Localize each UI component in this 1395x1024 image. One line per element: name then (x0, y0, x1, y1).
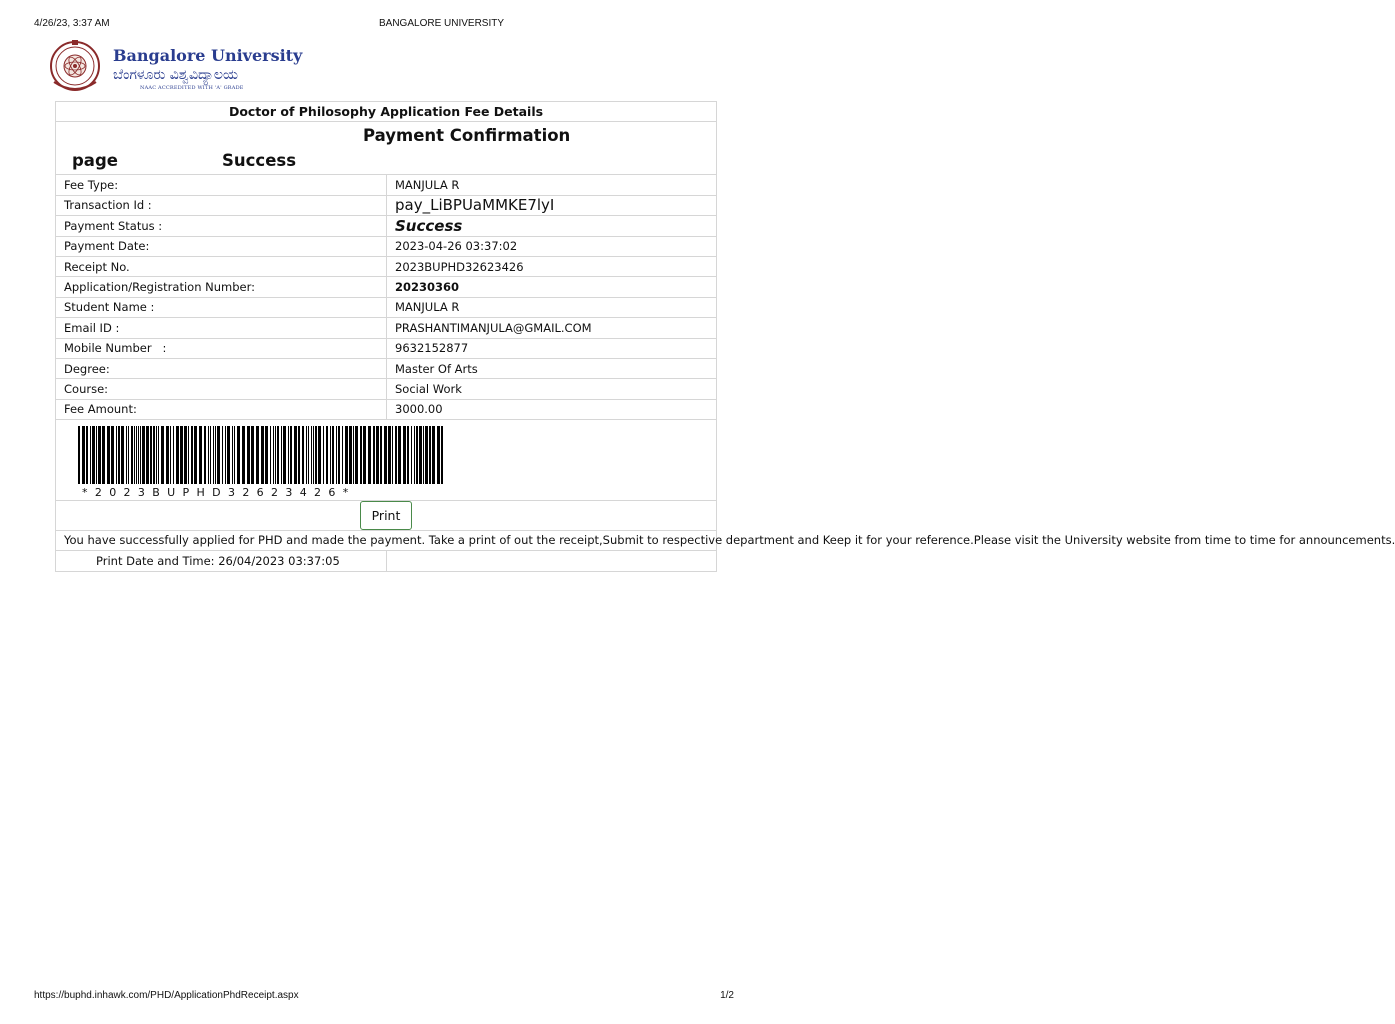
barcode-bar (82, 426, 85, 484)
barcode-bar (158, 426, 159, 484)
barcode-bar (294, 426, 297, 484)
table-row (56, 379, 717, 399)
barcode-bar (153, 426, 155, 484)
page-number: 1/2 (720, 990, 734, 1001)
print-footer (34, 990, 734, 1004)
receipt-heading: Doctor of Philosophy Application Fee Details (56, 102, 717, 122)
barcode-bar (298, 426, 300, 484)
registration-number-label: Application/Registration Number: (56, 277, 387, 297)
barcode-bar (180, 426, 183, 484)
university-name: Bangalore University (113, 46, 303, 65)
barcode-bar (355, 426, 358, 484)
barcode-bar (142, 426, 145, 484)
barcode-bar (107, 426, 110, 484)
barcode-bar (336, 426, 337, 484)
table-row (56, 297, 717, 317)
barcode-bar (349, 426, 352, 484)
barcode-bar (363, 426, 366, 484)
barcode-bar (128, 426, 129, 484)
barcode-bar (283, 426, 286, 484)
fee-amount-label: Fee Amount: (56, 399, 387, 419)
barcode-bar (118, 426, 120, 484)
fee-amount-value: 3000.00 (387, 399, 717, 419)
barcode-bar (306, 426, 307, 484)
barcode-bar (191, 426, 193, 484)
table-row (56, 358, 717, 378)
barcode-bar (403, 426, 406, 484)
table-row (56, 256, 717, 276)
barcode-bar (423, 426, 424, 484)
barcode-bar (432, 426, 435, 484)
barcode-bar (407, 426, 409, 484)
barcode-bar (437, 426, 440, 484)
transaction-id-label: Transaction Id : (56, 195, 387, 215)
barcode-bar (210, 426, 211, 484)
page-url: https://buphd.inhawk.com/PHD/ApplicationPhdReceipt.aspx (34, 990, 299, 1001)
barcode-bar (134, 426, 135, 484)
barcode-bar (395, 426, 397, 484)
payment-status-value: Success (387, 216, 717, 236)
degree-label: Degree: (56, 358, 387, 378)
barcode-bar (425, 426, 428, 484)
course-value: Social Work (387, 379, 717, 399)
barcode-bar (146, 426, 149, 484)
barcode-bar (140, 426, 141, 484)
barcode-bar (184, 426, 187, 484)
table-row (56, 399, 717, 419)
confirmation-row (56, 122, 717, 175)
barcode-bar (213, 426, 214, 484)
barcode-bar (373, 426, 375, 484)
print-row (56, 501, 717, 531)
payment-date-value: 2023-04-26 03:37:02 (387, 236, 717, 256)
barcode-bar (392, 426, 393, 484)
barcode-bar (92, 426, 95, 484)
barcode-bar (419, 426, 422, 484)
receipt-no-label: Receipt No. (56, 256, 387, 276)
confirmation-page-label: page (72, 151, 118, 171)
barcode-icon (78, 426, 444, 486)
barcode-bar (265, 426, 268, 484)
barcode-bar (116, 426, 117, 484)
barcode-bar (96, 426, 97, 484)
barcode-bar (411, 426, 412, 484)
barcode-bar (111, 426, 114, 484)
barcode-bar (308, 426, 309, 484)
print-header (34, 18, 734, 32)
barcode-bar (102, 426, 105, 484)
confirmation-title: Payment Confirmation (363, 126, 571, 146)
barcode-bar (232, 426, 233, 484)
university-logo (48, 38, 303, 96)
barcode-bar (217, 426, 220, 484)
degree-value: Master Of Arts (387, 358, 717, 378)
print-title: BANGALORE UNIVERSITY (379, 18, 505, 29)
barcode-bar (78, 426, 80, 484)
barcode-bar (138, 426, 139, 484)
payment-date-label: Payment Date: (56, 236, 387, 256)
barcode-bar (176, 426, 179, 484)
table-row (56, 195, 717, 215)
table-row (56, 318, 717, 338)
barcode-bar (194, 426, 197, 484)
fee-receipt-table (55, 101, 1395, 572)
barcode-bar (170, 426, 171, 484)
barcode-bar (277, 426, 279, 484)
barcode-bar (222, 426, 223, 484)
table-row (56, 338, 717, 358)
barcode-bar (313, 426, 314, 484)
barcode-bar (237, 426, 240, 484)
barcode-bar (161, 426, 164, 484)
barcode-bar (136, 426, 137, 484)
barcode-bar (242, 426, 245, 484)
barcode-bar (342, 426, 343, 484)
barcode-bar (380, 426, 382, 484)
print-datetime: 4/26/23, 3:37 AM (34, 18, 110, 29)
barcode-bar (199, 426, 202, 484)
barcode-bar (330, 426, 331, 484)
university-seal-icon (48, 38, 102, 94)
barcode-bar (323, 426, 324, 484)
success-message: You have successfully applied for PHD and made the payment. Take a print of out the receipt,Submit to respective department and Keep it for your reference.Please visit the University website from time to time for announcements. (56, 531, 717, 551)
barcode-bar (204, 426, 206, 484)
barcode-bar (318, 426, 321, 484)
barcode-bar (368, 426, 371, 484)
barcode-bar (86, 426, 88, 484)
barcode-bar (270, 426, 271, 484)
barcode-text: *2023BUPHD32623426* (82, 486, 356, 500)
course-label: Course: (56, 379, 387, 399)
confirmation-status: Success (222, 151, 297, 171)
barcode-bar (275, 426, 276, 484)
barcode-bar (315, 426, 317, 484)
registration-number-value: 20230360 (387, 277, 717, 297)
barcode-bar (126, 426, 127, 484)
barcode-bar (302, 426, 304, 484)
barcode-bar (353, 426, 354, 484)
receipt-heading-row (56, 102, 717, 122)
barcode-bar (332, 426, 334, 484)
barcode-bar (90, 426, 91, 484)
barcode-bar (384, 426, 387, 484)
barcode-bar (326, 426, 328, 484)
barcode-bar (251, 426, 254, 484)
table-row (56, 236, 717, 256)
print-date-row (56, 551, 717, 571)
barcode-bar (227, 426, 230, 484)
accreditation-text: NAAC ACCREDITED WITH 'A' GRADE (140, 85, 244, 91)
print-date-time: Print Date and Time: 26/04/2023 03:37:05 (56, 551, 387, 571)
mobile-label: Mobile Number : (56, 338, 387, 358)
student-name-value: MANJULA R (387, 297, 717, 317)
barcode-bar (273, 426, 274, 484)
fee-type-label: Fee Type: (56, 175, 387, 195)
student-name-label: Student Name : (56, 297, 387, 317)
table-row (56, 216, 717, 236)
barcode-bar (414, 426, 415, 484)
barcode-bar (247, 426, 250, 484)
print-button[interactable]: Print (360, 501, 413, 530)
barcode-bar (215, 426, 216, 484)
barcode-bar (416, 426, 418, 484)
barcode-bar (288, 426, 289, 484)
barcode-bar (429, 426, 431, 484)
university-name-kannada: ಬೆಂಗಳೂರು ವಿಶ್ವವಿದ್ಯಾಲಯ (113, 67, 238, 83)
fee-type-value: MANJULA R (387, 175, 717, 195)
barcode-bar (166, 426, 169, 484)
email-label: Email ID : (56, 318, 387, 338)
message-row (56, 531, 717, 551)
barcode-bar (345, 426, 348, 484)
barcode-bar (388, 426, 391, 484)
barcode-bar (225, 426, 226, 484)
barcode-bar (188, 426, 189, 484)
barcode-bar (360, 426, 362, 484)
barcode-bar (150, 426, 152, 484)
barcode-bar (208, 426, 209, 484)
transaction-id-value: pay_LiBPUaMMKE7lyI (387, 195, 717, 215)
barcode-bar (173, 426, 174, 484)
barcode-bar (131, 426, 133, 484)
barcode-bar (398, 426, 401, 484)
table-row (56, 277, 717, 297)
mobile-value: 9632152877 (387, 338, 717, 358)
receipt-no-value: 2023BUPHD32623426 (387, 256, 717, 276)
barcode-bar (261, 426, 264, 484)
table-row (56, 175, 717, 195)
barcode-bar (311, 426, 312, 484)
barcode-bar (290, 426, 292, 484)
barcode-bar (156, 426, 157, 484)
email-value: PRASHANTIMANJULA@GMAIL.COM (387, 318, 717, 338)
barcode-row (56, 420, 717, 501)
barcode-bar (281, 426, 282, 484)
barcode-bar (121, 426, 124, 484)
barcode-bar (234, 426, 235, 484)
payment-status-label: Payment Status : (56, 216, 387, 236)
barcode-bar (98, 426, 101, 484)
barcode-bar (338, 426, 340, 484)
barcode-bar (256, 426, 259, 484)
barcode-bar (376, 426, 379, 484)
barcode-bar (441, 426, 443, 484)
